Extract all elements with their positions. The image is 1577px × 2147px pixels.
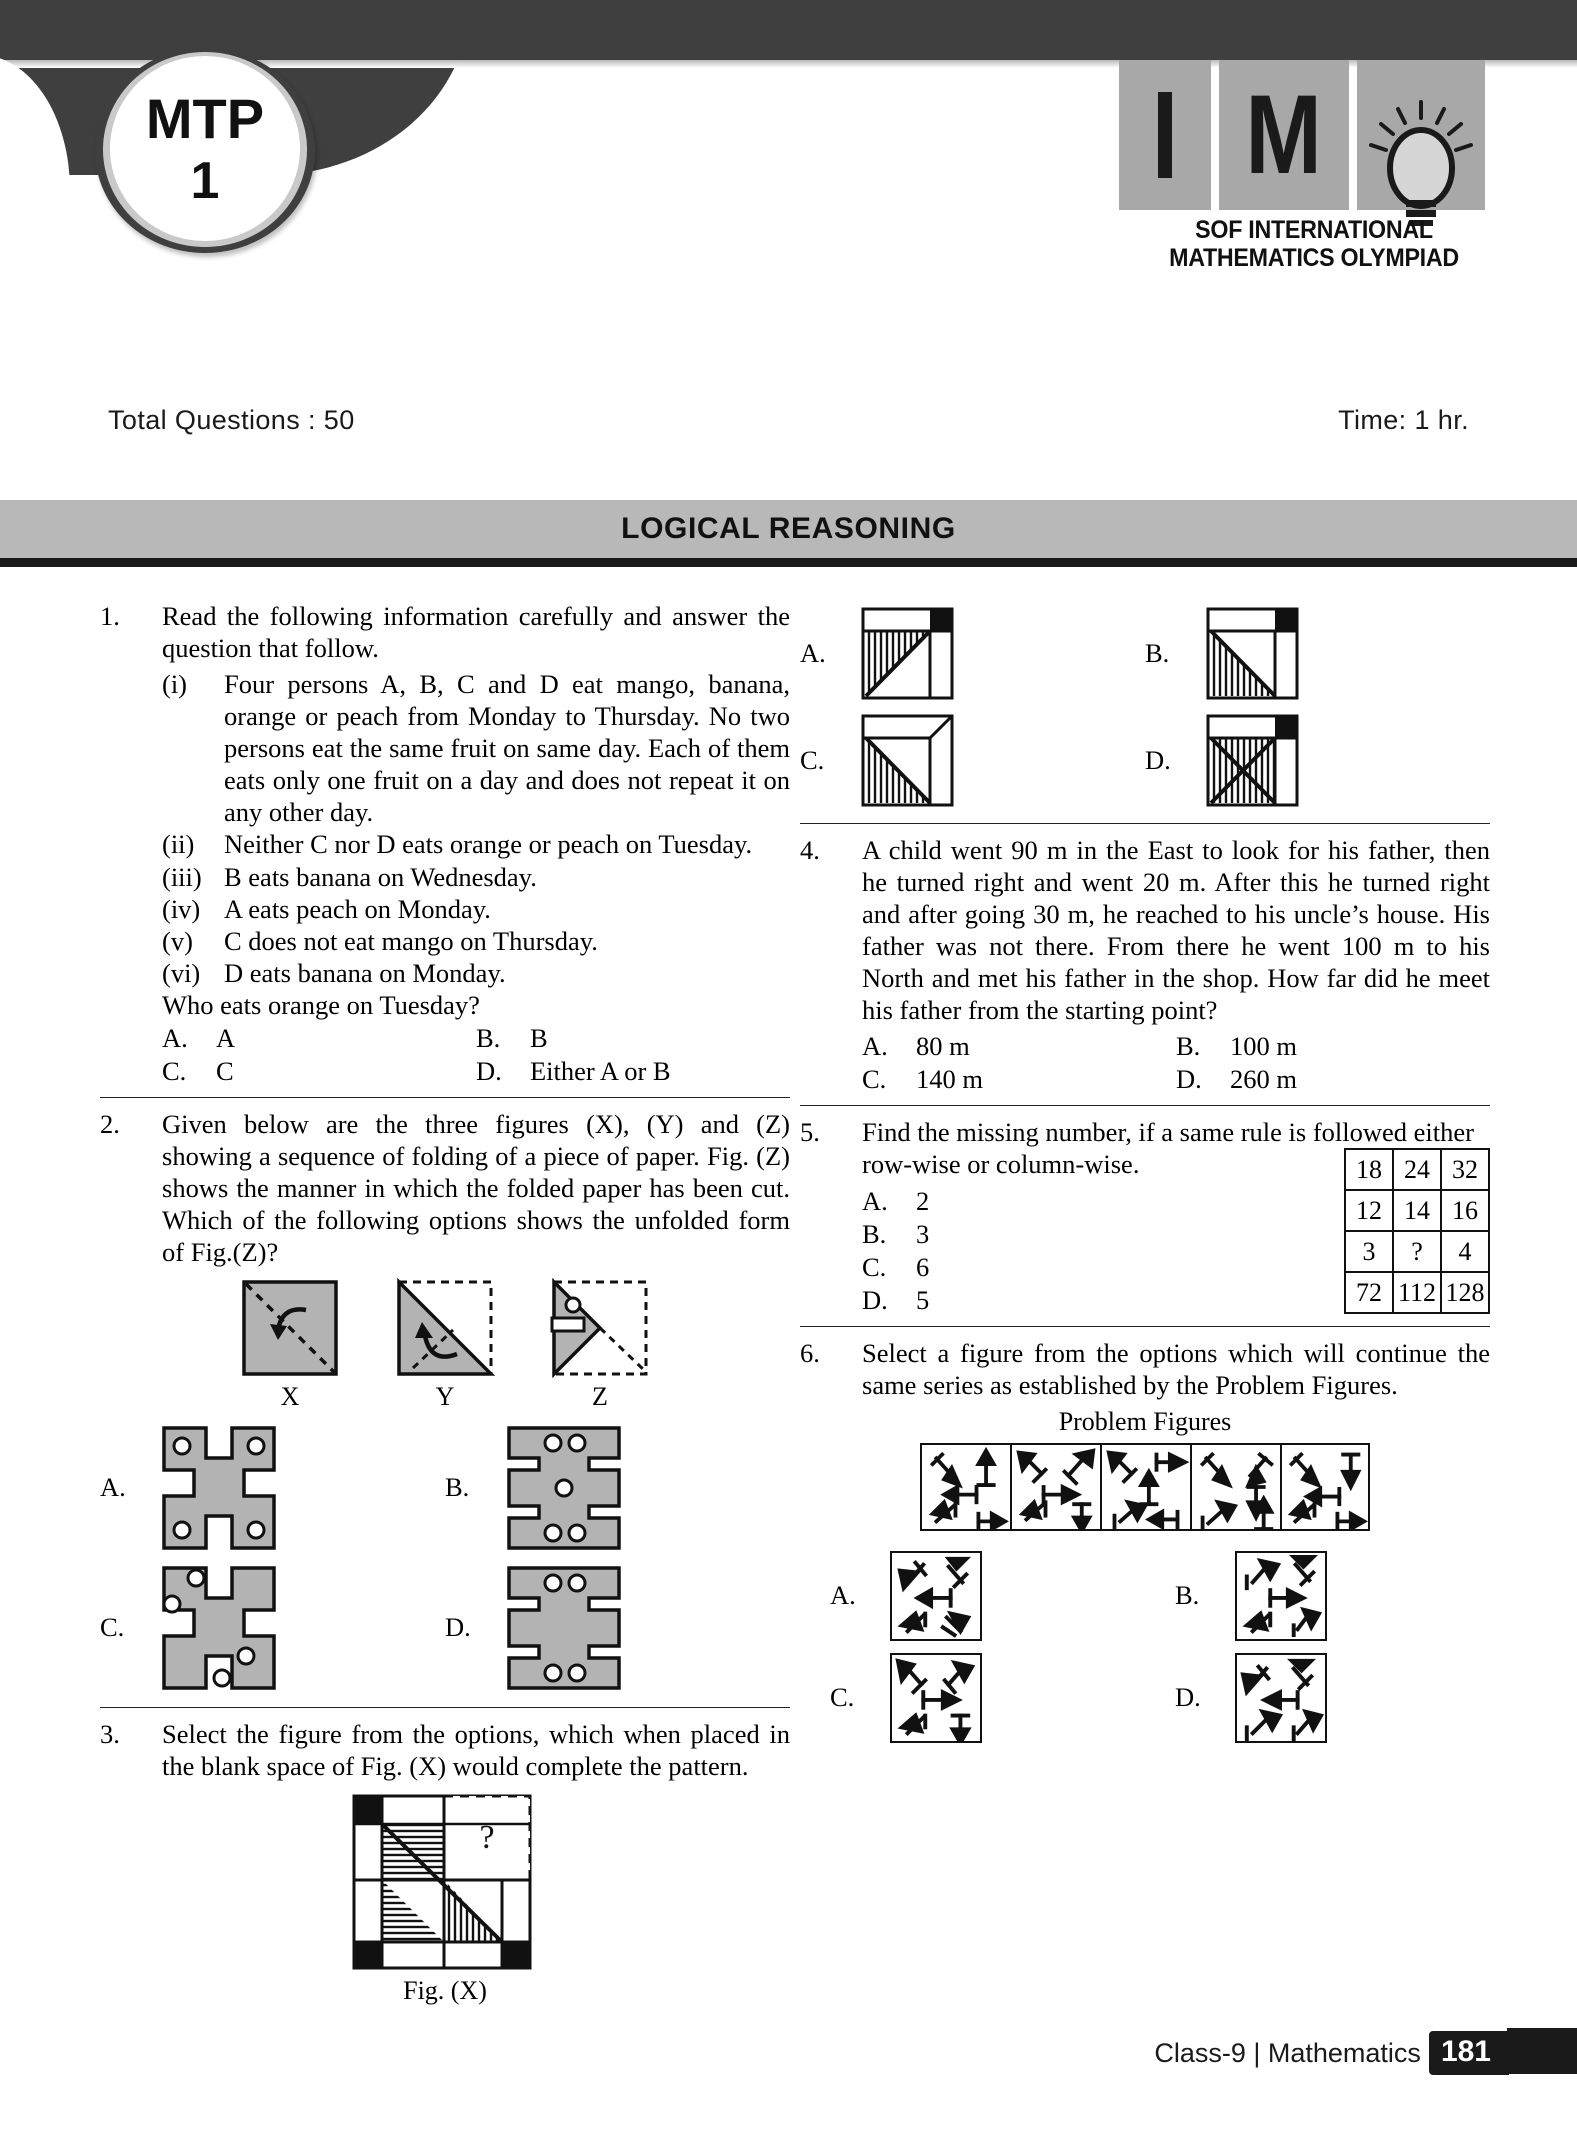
table-row [1345,1272,1489,1313]
page-number: 181 [1429,2031,1509,2075]
option-b-figure [505,1424,623,1552]
statement-text: D eats banana on Monday. [224,957,506,988]
option-a[interactable] [162,1022,476,1055]
imo-caption-line1: SOF INTERNATIONAL [1195,216,1433,244]
statement-roman: (iv) [162,893,201,924]
question-4 [800,834,1490,1096]
option-a-label: A. [862,1031,888,1062]
figure-x-caption: Fig. (X) [403,1975,487,2005]
question-1 [100,600,790,1088]
lightbulb-icon [1362,100,1480,226]
option-d-label: D. [1145,745,1171,775]
question-6 [800,1337,1490,1749]
option-a-figure [890,1551,982,1641]
question-5 [800,1116,1490,1317]
option-b-label: B. [445,1472,470,1503]
statement-roman: (i) [162,669,188,700]
letter-i-glyph [1158,92,1172,178]
imo-logo-tiles [1119,60,1509,210]
table-cell: 12 [1345,1190,1393,1231]
table-cell: 112 [1393,1272,1441,1313]
option-d[interactable] [1145,713,1490,808]
option-c[interactable] [100,1564,445,1692]
question-2-options [100,1418,790,1698]
statement-roman: (v) [162,925,193,956]
option-a-label: A. [162,1022,188,1053]
problem-figure-5 [1280,1443,1370,1531]
table-cell: 18 [1345,1149,1393,1190]
imo-logo [1119,60,1509,272]
option-d[interactable] [862,1284,1338,1317]
option-c-label: C. [862,1064,887,1095]
option-a-figure [160,1424,278,1552]
option-c-figure [860,713,955,808]
footer-text: Class-9 | Mathematics [1154,2037,1421,2068]
option-d[interactable] [1176,1063,1490,1096]
question-5-text: Find the missing number, if a same rule is followed either row-wise or column-wise. [862,1117,1474,1180]
imo-logo-tile-m [1219,60,1349,210]
figure-z-label: Z [592,1381,608,1411]
mtp-badge [110,56,300,241]
option-a-text: A [216,1022,236,1053]
option-d-figure [1235,1653,1327,1743]
figure-y [395,1278,495,1412]
question-1-options [162,1022,790,1088]
question-1-statements [162,668,790,1087]
option-a-text: 80 m [916,1031,970,1062]
table-cell: 72 [1345,1272,1393,1313]
option-b-text: 3 [916,1219,930,1250]
figure-y-label: Y [435,1381,455,1411]
problem-figures-title: Problem Figures [1058,1406,1232,1436]
option-b-label: B. [1175,1580,1200,1611]
table-cell: 24 [1393,1149,1441,1190]
option-c[interactable] [862,1251,1338,1284]
option-d-text: 260 m [1230,1064,1297,1095]
question-3 [100,1718,790,2006]
option-d-figure [505,1564,623,1692]
option-b-figure [1205,606,1300,701]
problem-figures-row [800,1443,1490,1531]
option-d-figure [1205,713,1300,808]
imo-logo-caption [1133,216,1496,272]
figure-x-label: X [280,1381,300,1411]
question-2-figures [100,1278,790,1412]
section-rule [0,558,1577,567]
option-c-text: 6 [916,1251,930,1282]
question-3-options [800,600,1490,814]
question-3-number: 3. [100,1718,120,1749]
option-d[interactable] [445,1564,790,1692]
table-cell: 16 [1441,1190,1489,1231]
option-a[interactable] [800,606,1145,701]
section-header [0,500,1577,558]
option-b-label: B. [476,1022,501,1053]
table-cell-missing: ? [1393,1231,1441,1272]
left-column [100,600,790,2006]
option-a-label: A. [830,1580,856,1611]
option-a-label: A. [862,1186,888,1217]
total-questions-label: Total Questions : 50 [108,405,355,435]
section-title: LOGICAL REASONING [621,512,956,545]
option-c-figure [890,1653,982,1743]
option-b[interactable] [1145,606,1490,701]
option-d-label: D. [445,1612,471,1643]
figure-z [550,1278,650,1412]
option-b[interactable] [1145,1551,1490,1641]
divider [100,1097,790,1098]
option-a-label: A. [800,638,826,668]
problem-figure-1 [920,1443,1010,1531]
option-c-label: C. [862,1251,887,1282]
option-b-text: B [530,1022,548,1053]
question-6-options [800,1545,1490,1749]
table-cell: 3 [1345,1231,1393,1272]
table-row [1345,1231,1489,1272]
option-b-label: B. [1145,638,1170,668]
option-c[interactable] [800,713,1145,808]
statement-text: Four persons A, B, C and D eat mango, banana, orange or peach from Monday to Thursday. No two persons eat the same fruit on same day. Each of them eats only one fruit on a day and does not repeat it on any other day. [224,669,790,828]
statement-roman: (vi) [162,957,201,988]
mtp-badge-number: 1 [190,151,220,210]
table-row [1345,1190,1489,1231]
option-c-text: 140 m [916,1064,983,1095]
question-3-figure [100,1792,790,2006]
option-c-label: C. [830,1682,855,1713]
option-d-text: 5 [916,1284,930,1315]
statement-text: B eats banana on Wednesday. [224,861,537,892]
option-a-label: A. [100,1472,126,1503]
exam-info-line [0,405,1577,436]
question-mark: ? [479,1818,495,1856]
option-c-figure [160,1564,278,1692]
statement-roman: (ii) [162,829,195,860]
option-b[interactable] [445,1424,790,1552]
table-cell: 32 [1441,1149,1489,1190]
time-label: Time: 1 hr. [1338,405,1469,435]
option-b[interactable] [476,1022,790,1055]
option-c-text: C [216,1055,234,1086]
question-3-text: Select the figure from the options, which when placed in the blank space of Fig. (X) would complete the pattern. [162,1718,790,1781]
option-a[interactable] [100,1424,445,1552]
problem-figure-2 [1010,1443,1100,1531]
divider [800,1326,1490,1327]
question-2-number: 2. [100,1108,120,1139]
option-b[interactable] [1176,1030,1490,1063]
option-c[interactable] [800,1653,1145,1743]
statement-text: C does not eat mango on Thursday. [224,925,598,956]
option-d-text: Either A or B [530,1055,671,1086]
question-5-options [862,1185,1338,1316]
page-footer [0,2028,1577,2078]
table-cell: 14 [1393,1190,1441,1231]
option-d[interactable] [1145,1653,1490,1743]
question-1-number: 1. [100,601,120,631]
option-b[interactable] [862,1218,1338,1251]
option-c-label: C. [162,1055,187,1086]
question-6-text: Select a figure from the options which will continue the same series as established by the Problem Figures. [862,1337,1490,1400]
option-b-label: B. [862,1219,887,1250]
mtp-badge-title: MTP [145,86,265,150]
option-c[interactable] [162,1055,476,1088]
question-4-options [862,1030,1490,1096]
divider [100,1707,790,1708]
question-4-text: A child went 90 m in the East to look for his father, then he turned right and went 20 m. After this he turned right and after going 30 m, he reached to his uncle’s house. His father was not there. From there he went 100 m to his North and met his father in the shop. How far did he meet his father from the starting point? [862,835,1490,1026]
option-c-label: C. [800,745,825,775]
option-a-text: 2 [916,1186,930,1217]
question-2-text: Given below are the three figures (X), (Y) and (Z) showing a sequence of folding of a piece of paper. Fig. (Z) shows the manner in which the folded paper has been cut. Which of the following options shows the unfolded form of Fig.(Z)? [162,1108,790,1267]
table-row [1345,1149,1489,1190]
question-1-text: Read the following information carefully and answer the question that follow. [162,601,790,664]
question-2 [100,1108,790,1698]
imo-logo-tile-i [1119,60,1211,210]
option-a-figure [860,606,955,701]
figure-x-pattern [350,1792,540,1972]
option-d-label: D. [1176,1064,1202,1095]
question-5-number-table [1344,1148,1490,1314]
option-b-text: 100 m [1230,1031,1297,1062]
statement-roman: (iii) [162,861,202,892]
imo-caption-line2: MATHEMATICS OLYMPIAD [1169,244,1459,272]
problem-figure-4 [1190,1443,1280,1531]
problem-figure-3 [1100,1443,1190,1531]
table-cell: 128 [1441,1272,1489,1313]
option-a[interactable] [862,1030,1176,1063]
question-4-number: 4. [800,835,820,865]
option-c[interactable] [862,1063,1176,1096]
option-d-label: D. [476,1055,502,1086]
question-5-number: 5. [800,1117,820,1148]
option-c-label: C. [100,1612,125,1643]
option-a[interactable] [800,1551,1145,1641]
divider [800,1105,1490,1106]
option-a[interactable] [862,1185,1338,1218]
statement-text: Neither C nor D eats orange or peach on Tuesday. [224,829,753,860]
question-1-followup: Who eats orange on Tuesday? [162,989,480,1020]
option-d[interactable] [476,1055,790,1088]
letter-m-glyph: M [1245,72,1323,198]
option-b-label: B. [1176,1031,1201,1062]
table-cell: 4 [1441,1231,1489,1272]
divider [800,823,1490,824]
question-6-number: 6. [800,1337,820,1368]
right-column [800,600,1490,1749]
option-d-label: D. [1175,1682,1201,1713]
statement-text: A eats peach on Monday. [224,893,491,924]
option-b-figure [1235,1551,1327,1641]
figure-x [240,1278,340,1412]
imo-logo-tile-bulb [1357,60,1485,210]
option-d-label: D. [862,1284,888,1315]
